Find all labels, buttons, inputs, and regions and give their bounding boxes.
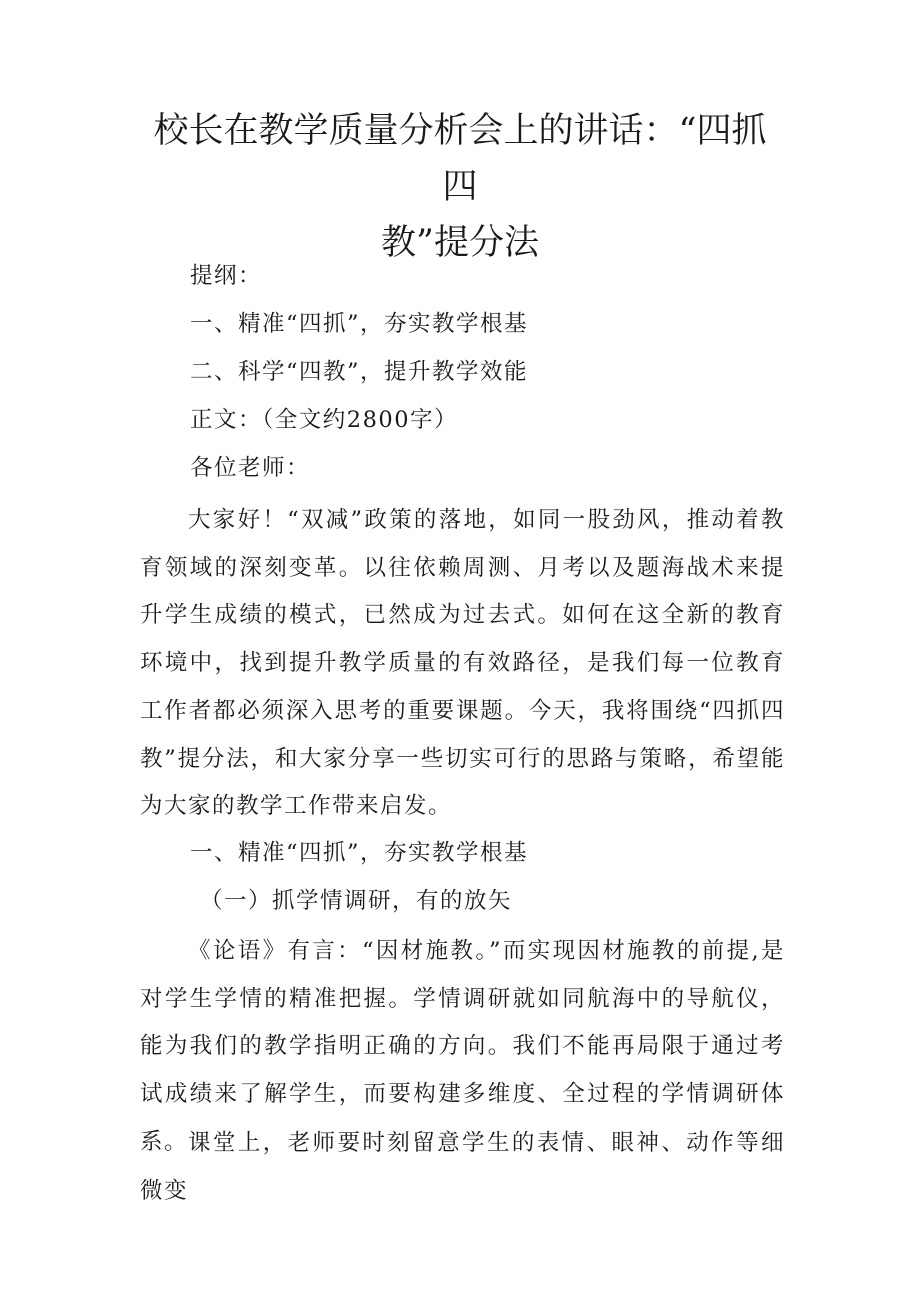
section-heading: 一、精准“四抓”，夯实教学根基	[190, 840, 529, 866]
title-line-2: 教”提分法	[381, 223, 539, 263]
body-paragraph-continued: 课堂上，老师要时刻留意学生的表情、眼神、动作等细微变	[140, 1130, 785, 1204]
body-paragraph: 《论语》有言：“因材施教。”而实现因材施教的前提,是对学生学情的精准把握。学情调研就如同航海中的导航仪，能为我们的教学指明正确的方向。我们不能再局限于通过考试成绩来了解学生，而要构建多维度、全过程的学情调研体系。	[140, 938, 785, 1155]
body-length-note: 正文：（全文约2800字）	[190, 407, 459, 433]
outline-label: 提纲：	[190, 263, 263, 289]
document-title	[140, 103, 780, 271]
greeting: 各位老师：	[190, 455, 311, 481]
title-line-1: 校长在教学质量分析会上的讲话：“四抓四	[153, 111, 767, 207]
intro-paragraph: 大家好！“双减”政策的落地，如同一股劲风，推动着教育领域的深刻变革。以往依赖周测、月考以及题海战术来提升学生成绩的模式，已然成为过去式。如何在这全新的教育环境中，找到提升教学质量的有效路径，是我们每一位教育工作者都必须深入思考的重要课题。今天，我将围绕“四抓四教”提分法，和大家分享一些切实可行的思路与策略，希望能为大家的教学工作带来启发。	[140, 507, 785, 820]
outline-item-2: 二、科学“四教”，提升教学效能	[190, 359, 529, 385]
subsection-heading: （一）抓学情调研，有的放矢	[200, 888, 513, 914]
outline-item-1: 一、精准“四抓”，夯实教学根基	[190, 311, 529, 337]
